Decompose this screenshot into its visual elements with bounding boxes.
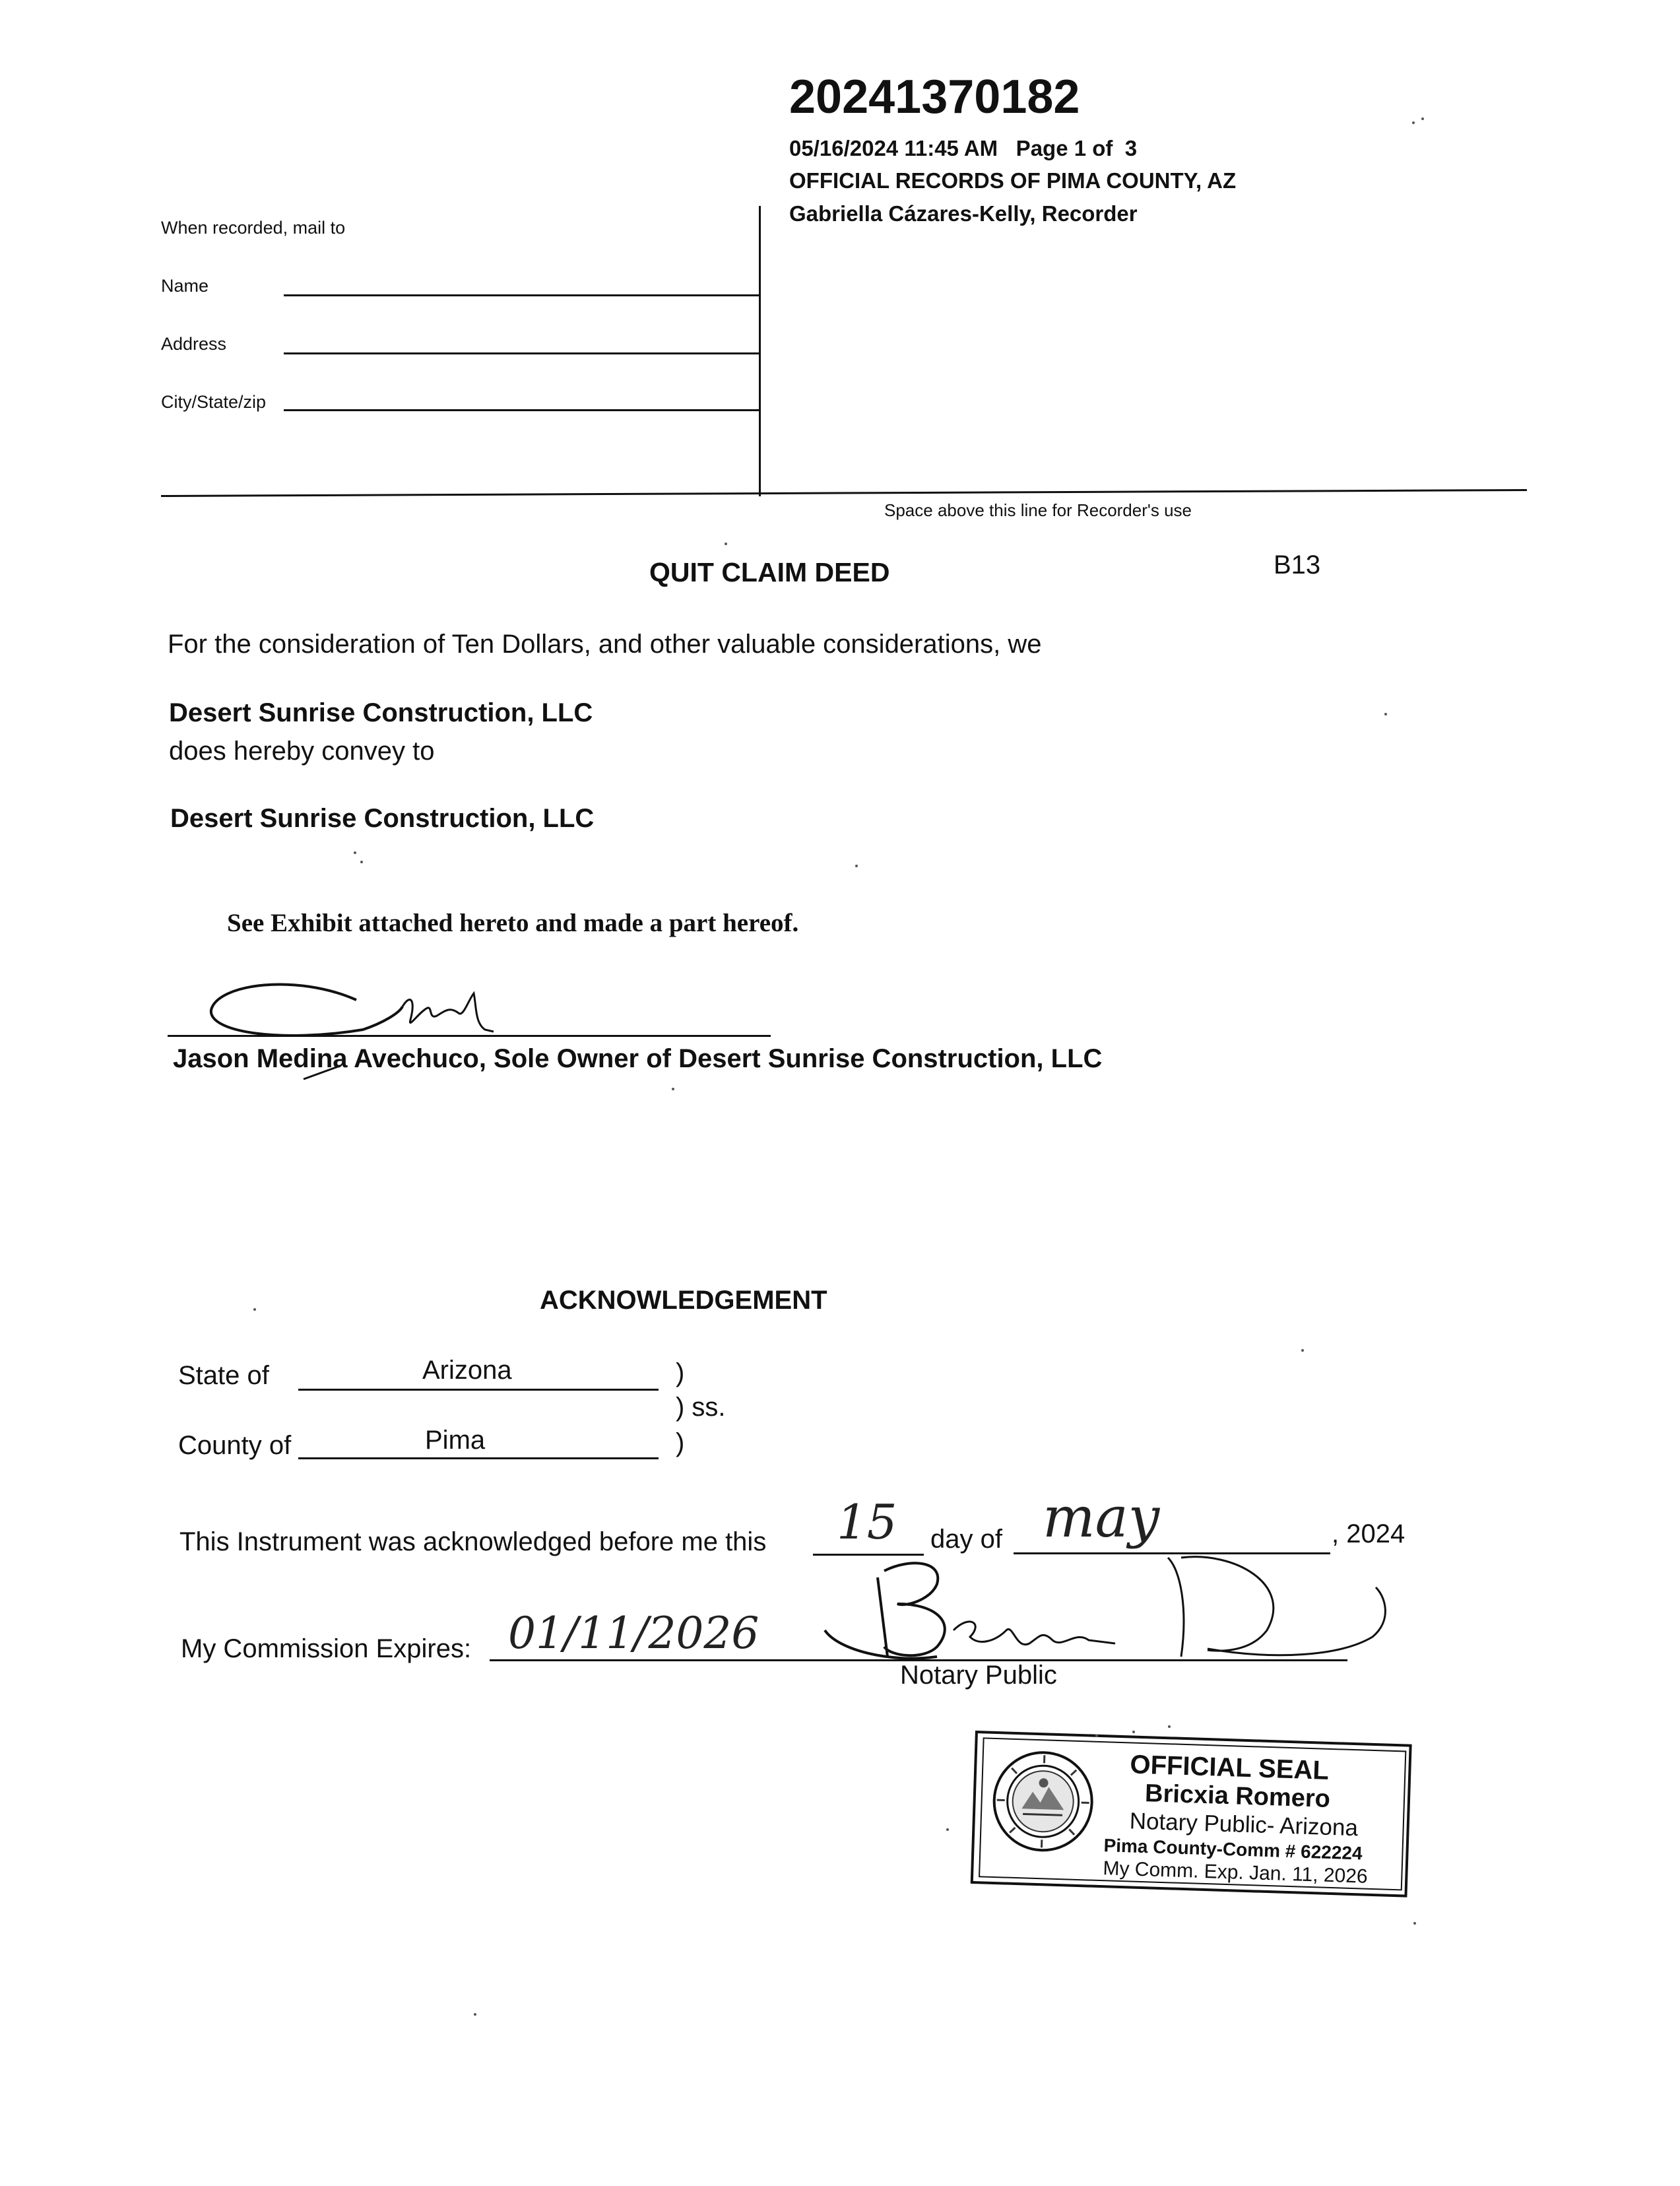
state-label: State of xyxy=(178,1361,269,1390)
name-line xyxy=(284,294,759,296)
grantor-signature-line xyxy=(168,1035,771,1037)
mail-to-heading: When recorded, mail to xyxy=(161,218,346,238)
recording-office: OFFICIAL RECORDS OF PIMA COUNTY, AZ xyxy=(789,168,1237,193)
grantee-name: Desert Sunrise Construction, LLC xyxy=(170,804,595,833)
document-number: 20241370182 xyxy=(789,71,1080,123)
recording-datetime-page: 05/16/2024 11:45 AM Page 1 of 3 xyxy=(789,136,1138,160)
acknowledgement-title: ACKNOWLEDGEMENT xyxy=(540,1286,827,1315)
convey-text: does hereby convey to xyxy=(169,737,435,766)
address-label: Address xyxy=(161,334,227,354)
recorder-name: Gabriella Cázares-Kelly, Recorder xyxy=(789,201,1138,226)
deed-title: QUIT CLAIM DEED xyxy=(649,557,890,587)
grantor-name: Desert Sunrise Construction, LLC xyxy=(169,698,593,727)
month-value: may xyxy=(1043,1485,1160,1550)
commission-value: 01/11/2026 xyxy=(508,1608,759,1659)
official-seal-stamp xyxy=(971,1731,1412,1898)
county-value: Pima xyxy=(425,1426,486,1455)
county-line xyxy=(298,1457,659,1459)
address-line xyxy=(284,352,759,354)
mail-box-divider xyxy=(759,206,761,496)
county-label: County of xyxy=(178,1431,292,1460)
city-state-zip-label: City/State/zip xyxy=(161,392,267,412)
consideration-text: For the consideration of Ten Dollars, and other valuable considerations, we xyxy=(168,630,1042,659)
day-value: 15 xyxy=(837,1494,897,1550)
commission-label: My Commission Expires: xyxy=(181,1634,472,1663)
seal-title: OFFICIAL SEAL xyxy=(1129,1750,1330,1785)
state-paren: ) xyxy=(676,1358,685,1387)
exhibit-text: See Exhibit attached hereto and made a part hereof. xyxy=(227,909,799,937)
notary-public-label: Notary Public xyxy=(900,1661,1057,1690)
county-paren: ) xyxy=(676,1428,685,1457)
ss-text: ) ss. xyxy=(676,1393,726,1422)
recorder-space-note: Space above this line for Recorder's use xyxy=(884,500,1192,520)
recorder-space-line xyxy=(161,489,1527,497)
city-state-zip-line xyxy=(284,409,759,411)
name-label: Name xyxy=(161,276,209,296)
seal-notary-name: Bricxia Romero xyxy=(1144,1779,1331,1813)
seal-expiration: My Comm. Exp. Jan. 11, 2026 xyxy=(1103,1857,1369,1888)
signer-name: Jason Medina Avechuco, Sole Owner of Desert Sunrise Construction, LLC xyxy=(173,1044,1103,1073)
state-line xyxy=(298,1389,659,1391)
day-of-text: day of xyxy=(930,1525,1002,1554)
instrument-text: This Instrument was acknowledged before me this xyxy=(179,1527,767,1556)
state-seal-icon xyxy=(988,1747,1097,1856)
state-value: Arizona xyxy=(422,1356,512,1385)
seal-notary-role: Notary Public- Arizona xyxy=(1129,1808,1359,1841)
deed-code: B13 xyxy=(1274,550,1321,580)
seal-commission: Pima County-Comm # 622224 xyxy=(1103,1835,1363,1864)
year-text: , 2024 xyxy=(1332,1519,1405,1548)
